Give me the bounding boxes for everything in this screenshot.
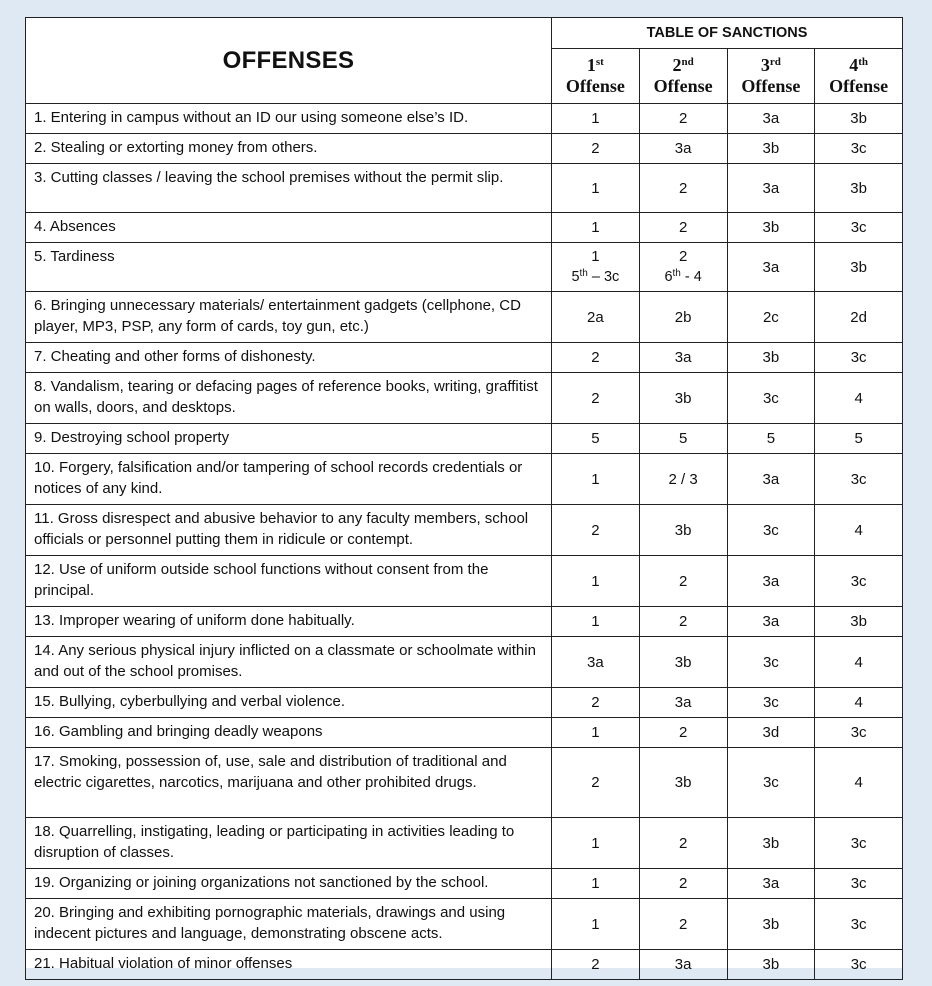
offense-text: 10. Forgery, falsification and/or tampering of school records credentials or notices of any kind. <box>26 454 552 505</box>
sanctions-sheet <box>25 17 902 973</box>
sanction-3rd: 3a <box>727 607 815 637</box>
sanction-2nd <box>639 243 727 292</box>
table-row <box>26 243 903 292</box>
table-row <box>26 454 903 505</box>
sanction-subnote: 6th - 4 <box>664 268 702 285</box>
sanction-2nd: 2 <box>639 104 727 134</box>
sanction-4th: 5 <box>815 424 903 454</box>
table-row <box>26 505 903 556</box>
sanction-2nd: 3a <box>639 134 727 164</box>
table-row <box>26 104 903 134</box>
sanction-1st: 1 <box>552 818 640 869</box>
table-row <box>26 292 903 343</box>
sanction-3rd: 3b <box>727 213 815 243</box>
sanction-3rd: 2c <box>727 292 815 343</box>
sanction-1st: 1 <box>552 454 640 505</box>
sanction-4th: 3c <box>815 899 903 950</box>
sanction-2nd: 3b <box>639 505 727 556</box>
sanction-4th: 3b <box>815 104 903 134</box>
sanction-3rd: 3b <box>727 343 815 373</box>
table-row <box>26 869 903 899</box>
sanction-4th: 3b <box>815 164 903 213</box>
sanction-1st: 3a <box>552 637 640 688</box>
sanction-4th: 3c <box>815 556 903 607</box>
sanction-3rd: 3c <box>727 637 815 688</box>
column-1st-offense <box>552 49 640 104</box>
sanction-3rd: 3b <box>727 818 815 869</box>
sanction-1st: 2 <box>552 688 640 718</box>
sanction-3rd: 3c <box>727 688 815 718</box>
sanction-2nd: 2 <box>639 869 727 899</box>
table-row <box>26 424 903 454</box>
table-row <box>26 950 903 980</box>
sanction-2nd: 2 <box>639 818 727 869</box>
sanction-1st: 2a <box>552 292 640 343</box>
sanction-4th: 4 <box>815 505 903 556</box>
sanction-4th: 3b <box>815 243 903 292</box>
sanction-1st: 2 <box>552 748 640 818</box>
sanction-1st: 5 <box>552 424 640 454</box>
sanction-1st <box>552 243 640 292</box>
sanction-2nd: 2b <box>639 292 727 343</box>
sanction-4th: 3c <box>815 343 903 373</box>
sanction-4th: 3c <box>815 869 903 899</box>
table-row <box>26 688 903 718</box>
sanction-1st: 1 <box>552 556 640 607</box>
sanction-3rd: 3d <box>727 718 815 748</box>
table-row <box>26 373 903 424</box>
sanction-2nd: 3a <box>639 688 727 718</box>
offense-text: 12. Use of uniform outside school functions without consent from the principal. <box>26 556 552 607</box>
sanction-3rd: 3b <box>727 950 815 980</box>
offense-text: 1. Entering in campus without an ID our using someone else’s ID. <box>26 104 552 134</box>
table-row <box>26 718 903 748</box>
offense-text: 21. Habitual violation of minor offenses <box>26 950 552 980</box>
sanction-1st: 1 <box>552 213 640 243</box>
column-3rd-offense <box>727 49 815 104</box>
sanction-2nd: 3b <box>639 637 727 688</box>
table-row <box>26 213 903 243</box>
offense-text: 13. Improper wearing of uniform done habitually. <box>26 607 552 637</box>
sanction-4th: 3c <box>815 818 903 869</box>
sanction-1st: 1 <box>552 164 640 213</box>
sanction-1st: 2 <box>552 505 640 556</box>
sanction-2nd: 3a <box>639 343 727 373</box>
offense-text: 9. Destroying school property <box>26 424 552 454</box>
table-row <box>26 164 903 213</box>
sanction-3rd: 3c <box>727 373 815 424</box>
ordinal-number: 2 <box>672 55 682 75</box>
sanction-3rd: 3b <box>727 899 815 950</box>
table-row <box>26 899 903 950</box>
table-row <box>26 556 903 607</box>
ordinal-suffix: nd <box>681 56 694 68</box>
sanction-3rd: 3a <box>727 243 815 292</box>
sanction-2nd: 2 <box>639 164 727 213</box>
table-row <box>26 343 903 373</box>
sanction-2nd: 3b <box>639 748 727 818</box>
offense-text: 2. Stealing or extorting money from others. <box>26 134 552 164</box>
sanction-4th: 3c <box>815 718 903 748</box>
table-row <box>26 607 903 637</box>
offense-text: 5. Tardiness <box>26 243 552 292</box>
sanction-4th: 4 <box>815 688 903 718</box>
ordinal-suffix: st <box>595 56 604 68</box>
sanction-value: 2 <box>678 248 688 265</box>
sanction-4th: 4 <box>815 637 903 688</box>
sanction-4th: 3c <box>815 454 903 505</box>
sanction-4th: 3c <box>815 950 903 980</box>
ordinal-label: Offense <box>741 76 801 96</box>
offense-text: 4. Absences <box>26 213 552 243</box>
offense-text: 19. Organizing or joining organizations not sanctioned by the school. <box>26 869 552 899</box>
sanction-3rd: 3c <box>727 505 815 556</box>
offense-text: 6. Bringing unnecessary materials/ entertainment gadgets (cellphone, CD player, MP3, PSP, any form of cards, toy gun, etc.) <box>26 292 552 343</box>
sanction-2nd: 3a <box>639 950 727 980</box>
offense-text: 17. Smoking, possession of, use, sale and distribution of traditional and electric cigarettes, narcotics, marijuana and other prohibited drugs. <box>26 748 552 818</box>
offense-text: 8. Vandalism, tearing or defacing pages of reference books, writing, graffitist on walls, doors, and desktops. <box>26 373 552 424</box>
ordinal-number: 1 <box>586 55 596 75</box>
ordinal-number: 3 <box>760 55 770 75</box>
sanction-subnote: 5th – 3c <box>571 268 620 285</box>
sanction-2nd: 2 <box>639 899 727 950</box>
sanction-1st: 2 <box>552 134 640 164</box>
offense-text: 15. Bullying, cyberbullying and verbal violence. <box>26 688 552 718</box>
offense-text: 3. Cutting classes / leaving the school premises without the permit slip. <box>26 164 552 213</box>
sanction-2nd: 3b <box>639 373 727 424</box>
sanction-3rd: 3a <box>727 454 815 505</box>
sanction-1st: 2 <box>552 373 640 424</box>
sanction-1st: 2 <box>552 343 640 373</box>
offense-text: 7. Cheating and other forms of dishonesty. <box>26 343 552 373</box>
sanction-4th: 2d <box>815 292 903 343</box>
sanction-3rd: 3a <box>727 164 815 213</box>
sanction-3rd: 3c <box>727 748 815 818</box>
offense-text: 18. Quarrelling, instigating, leading or participating in activities leading to disruption of classes. <box>26 818 552 869</box>
table-row <box>26 134 903 164</box>
sanction-value: 1 <box>591 248 600 265</box>
ordinal-label: Offense <box>829 76 889 96</box>
ordinal-suffix: th <box>858 56 869 68</box>
sanctions-table <box>25 17 903 980</box>
sanctions-heading: TABLE OF SANCTIONS <box>552 18 903 49</box>
sanction-4th: 3b <box>815 607 903 637</box>
sanction-1st: 1 <box>552 869 640 899</box>
sanction-3rd: 3b <box>727 134 815 164</box>
table-row <box>26 818 903 869</box>
sanction-3rd: 3a <box>727 869 815 899</box>
sanction-4th: 3c <box>815 134 903 164</box>
sanction-1st: 1 <box>552 718 640 748</box>
ordinal-label: Offense <box>565 76 625 96</box>
ordinal-suffix: rd <box>769 56 781 68</box>
ordinal-label: Offense <box>653 76 713 96</box>
sanction-1st: 1 <box>552 104 640 134</box>
sanction-1st: 1 <box>552 899 640 950</box>
sanction-4th: 4 <box>815 373 903 424</box>
offenses-heading: OFFENSES <box>26 18 552 104</box>
sanction-2nd: 2 <box>639 556 727 607</box>
sanction-2nd: 2 <box>639 718 727 748</box>
sanction-3rd: 5 <box>727 424 815 454</box>
sanction-1st: 2 <box>552 950 640 980</box>
sanction-4th: 4 <box>815 748 903 818</box>
offense-text: 20. Bringing and exhibiting pornographic materials, drawings and using indecent pictures and language, demonstrating obscene acts. <box>26 899 552 950</box>
table-row <box>26 748 903 818</box>
sanction-2nd: 2 <box>639 607 727 637</box>
column-4th-offense <box>815 49 903 104</box>
sanction-3rd: 3a <box>727 104 815 134</box>
sanction-3rd: 3a <box>727 556 815 607</box>
offense-text: 11. Gross disrespect and abusive behavior to any faculty members, school officials or personnel putting them in ridicule or contempt. <box>26 505 552 556</box>
column-2nd-offense <box>639 49 727 104</box>
sanction-2nd: 5 <box>639 424 727 454</box>
sanction-4th: 3c <box>815 213 903 243</box>
table-row <box>26 637 903 688</box>
sanction-1st: 1 <box>552 607 640 637</box>
ordinal-number: 4 <box>849 55 859 75</box>
offense-text: 14. Any serious physical injury inflicted on a classmate or schoolmate within and out of the school promises. <box>26 637 552 688</box>
sanction-2nd: 2 <box>639 213 727 243</box>
sanction-2nd: 2 / 3 <box>639 454 727 505</box>
offense-text: 16. Gambling and bringing deadly weapons <box>26 718 552 748</box>
